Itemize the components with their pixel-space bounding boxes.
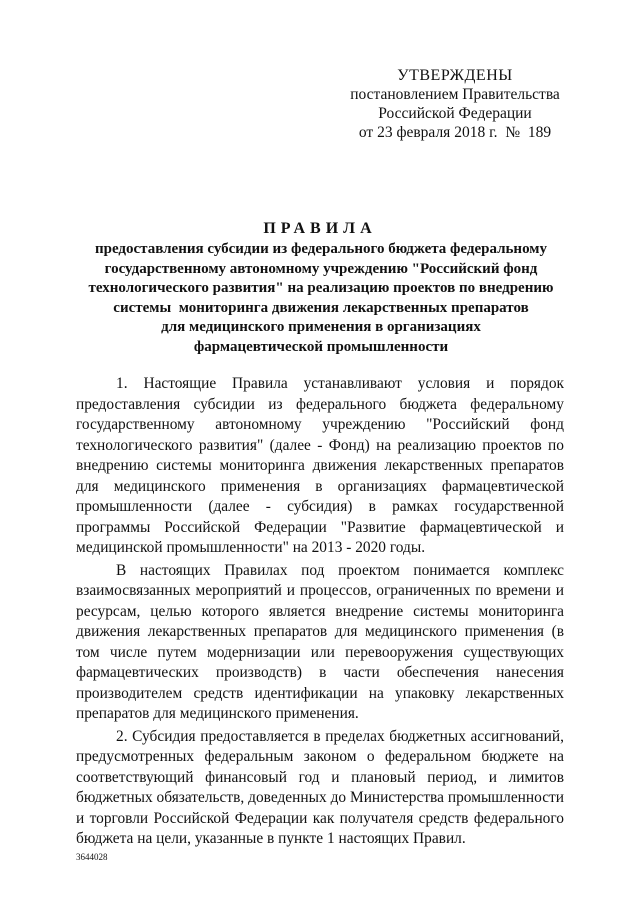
paragraph-3: 2. Субсидия предоставляется в пределах бюджетных ассигнований, предусмотренных федеральным законом о федеральном бюджете на соответствующий финансовый год и плановый период, и лимитов бюджетных обязательств, доведенных до Министерства промышленности и торговли Российской Федерации как получателя средств федерального бюджета на цели, указанные в пункте 1 настоящих Правил. — [76, 727, 564, 847]
subtitle-line: для медицинского применения в организациях — [161, 319, 481, 335]
document-title: ПРАВИЛА — [263, 220, 377, 237]
approval-number-sign: № — [505, 124, 521, 141]
document-body — [76, 374, 564, 850]
subtitle-line: фармацевтической промышленности — [193, 338, 449, 355]
approval-date: от 23 февраля 2018 г. — [358, 124, 498, 141]
subtitle-line: технологического развития" на реализацию проектов по внедрению — [88, 280, 554, 296]
approval-stamp — [300, 66, 610, 142]
paragraph-2: В настоящих Правилах под проектом понимается комплекс взаимосвязанных мероприятий и процессов, ограниченных по времени и ресурсам, целью которого является внедрение системы мониторинга движения лекарственных препаратов для медицинского применения (в том числе путем модернизации или перевооружения существующих фармацевтических производств) в части обеспечения нанесения производителем средств идентификации на упаковку лекарственных препаратов для медицинского применения. — [76, 561, 564, 722]
approval-number: 189 — [527, 124, 552, 141]
approval-heading: УТВЕРЖДЕНЫ — [397, 67, 513, 84]
approval-decree-line: постановлением Правительства — [350, 86, 560, 103]
document-subtitle — [76, 240, 566, 357]
subtitle-line: предоставления субсидии из федерального бюджета федеральному — [94, 241, 548, 257]
paragraph-1: 1. Настоящие Правила устанавливают условия и порядок предоставления субсидии из федерального бюджета федеральному государственному автономному учреждению "Российский фонд технологического развития" (далее - Фонд) на реализацию проектов по внедрению системы мониторинга движения лекарственных препаратов для медицинского применения в организациях фармацевтической промышленности (далее - субсидия) в рамках государственной программы Российской Федерации "Развитие фармацевтической и медицинской промышленности" на 2013 - 2020 годы. — [76, 375, 564, 556]
document-id-number: 3644028 — [76, 852, 108, 862]
subtitle-line: государственному автономному учреждению "Российский фонд — [104, 260, 538, 277]
approval-date-number-line — [300, 123, 610, 142]
subtitle-line: системы мониторинга движения лекарственных препаратов — [113, 299, 529, 316]
approval-government-line: Российской Федерации — [378, 105, 532, 122]
